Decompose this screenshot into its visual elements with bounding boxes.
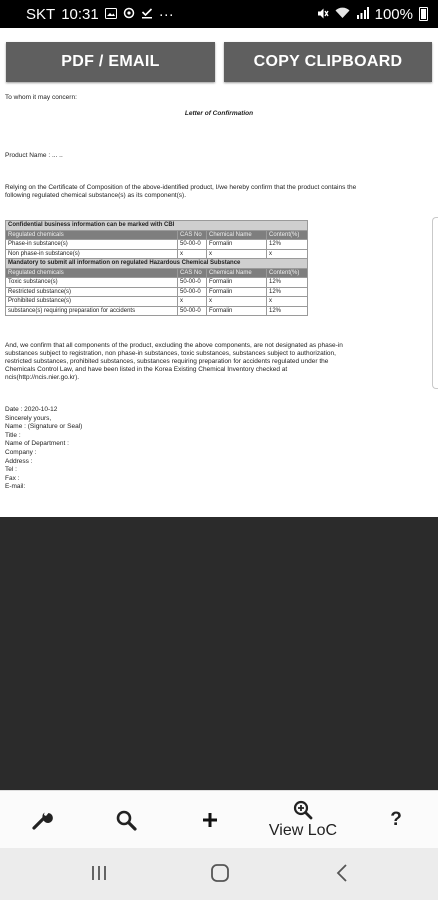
table-cell: 50-00-0 bbox=[178, 278, 207, 288]
signature-block bbox=[5, 406, 82, 492]
search-button[interactable] bbox=[106, 791, 146, 849]
header-cell: Chemical Name bbox=[207, 268, 267, 278]
confirm-line-4: Chemicals Control Law, and have been listed in the Korea Existing Chemical Inventory checked at bbox=[5, 366, 288, 373]
plus-icon bbox=[201, 811, 219, 829]
scroll-handle[interactable] bbox=[432, 217, 438, 389]
home-icon[interactable] bbox=[209, 862, 231, 889]
title-line: Title : bbox=[5, 431, 21, 439]
carrier-label: SKT bbox=[26, 5, 56, 23]
confirm-line-5: ncis(http://ncis.nier.go.kr). bbox=[5, 374, 80, 381]
fax-line: Fax : bbox=[5, 474, 20, 482]
search-icon bbox=[115, 809, 137, 831]
department-line: Name of Department : bbox=[5, 440, 69, 448]
battery-icon bbox=[419, 7, 428, 21]
copy-clipboard-button[interactable]: COPY CLIPBOARD bbox=[224, 42, 432, 82]
table-cell: Toxic substance(s) bbox=[6, 278, 178, 288]
empty-viewer-area bbox=[0, 517, 438, 790]
view-loc-button[interactable] bbox=[262, 791, 344, 849]
help-icon: ? bbox=[390, 809, 402, 830]
back-icon[interactable] bbox=[332, 862, 354, 889]
table-cell: substance(s) requiring preparation for accidents bbox=[6, 306, 178, 316]
intro-line-2: following regulated chemical substance(s) as its component(s). bbox=[5, 192, 187, 199]
table-cell: 12% bbox=[267, 287, 308, 297]
navigation-bar bbox=[0, 848, 438, 900]
table-row bbox=[6, 240, 308, 250]
help-button[interactable] bbox=[376, 791, 416, 849]
table-cell: x bbox=[207, 297, 267, 307]
table-cell: Formalin bbox=[207, 306, 267, 316]
table-row bbox=[6, 278, 308, 288]
table-cell: Prohibited substance(s) bbox=[6, 297, 178, 307]
confirm-line-1: And, we confirm that all components of the product, excluding the above components, are not designated as phase-in bbox=[5, 342, 343, 349]
mute-icon bbox=[316, 7, 329, 22]
battery-percent: 100% bbox=[374, 5, 413, 23]
table-cell: x bbox=[178, 297, 207, 307]
address-line: Address : bbox=[5, 457, 33, 465]
company-line: Company : bbox=[5, 448, 37, 456]
cbi-section-heading: Confidential business information can be marked with CBI bbox=[6, 221, 308, 231]
table-cell: 50-00-0 bbox=[178, 287, 207, 297]
table-cell: 12% bbox=[267, 240, 308, 250]
recents-icon[interactable] bbox=[88, 862, 110, 889]
name-line: Name : (Signature or Seal) bbox=[5, 423, 83, 431]
more-notifications-icon: ··· bbox=[158, 5, 174, 23]
table-row bbox=[6, 306, 308, 316]
chemicals-table bbox=[5, 220, 308, 316]
confirm-line-3: restricted substances, prohibited substances, substances requiring preparation for accidents regulated under the bbox=[5, 358, 329, 365]
header-cell: Regulated chemicals bbox=[6, 230, 178, 240]
table-cell: x bbox=[267, 297, 308, 307]
date-line: Date : 2020-10-12 bbox=[5, 406, 58, 413]
settings-button[interactable] bbox=[22, 791, 62, 849]
confirm-line-2: substances subject to registration, non phase-in substances, toxic substances, substances subject to authorization, bbox=[5, 350, 336, 357]
download-done-icon bbox=[141, 7, 153, 21]
table-row bbox=[6, 297, 308, 307]
table-cell: 50-00-0 bbox=[178, 306, 207, 316]
table-cell: Non phase-in substance(s) bbox=[6, 249, 178, 259]
email-line: E-mail: bbox=[5, 483, 26, 491]
mandatory-section-heading: Mandatory to submit all information on regulated Hazardous Chemical Substance bbox=[6, 259, 308, 269]
header-cell: Content(%) bbox=[267, 268, 308, 278]
gallery-notification-icon bbox=[105, 8, 117, 21]
table-cell: Formalin bbox=[207, 287, 267, 297]
table-cell: Formalin bbox=[207, 240, 267, 250]
product-name: Product Name : ... .. bbox=[5, 152, 63, 159]
tel-line: Tel : bbox=[5, 466, 17, 474]
header-cell: Chemical Name bbox=[207, 230, 267, 240]
wrench-icon bbox=[30, 808, 54, 832]
header-cell: Content(%) bbox=[267, 230, 308, 240]
zoom-in-icon bbox=[293, 800, 313, 820]
settings-notification-icon bbox=[123, 7, 135, 21]
header-cell: Regulated chemicals bbox=[6, 268, 178, 278]
sincerely-line: Sincerely yours, bbox=[5, 414, 52, 422]
view-loc-label: View LoC bbox=[268, 822, 338, 839]
table-row bbox=[6, 249, 308, 259]
signal-icon bbox=[356, 7, 369, 21]
add-button[interactable] bbox=[190, 791, 230, 849]
table-row bbox=[6, 287, 308, 297]
table-cell: 12% bbox=[267, 306, 308, 316]
header-cell: CAS No bbox=[178, 230, 207, 240]
pdf-email-button[interactable]: PDF / EMAIL bbox=[6, 42, 215, 82]
salutation: To whom it may concern: bbox=[5, 94, 77, 101]
table-cell: x bbox=[178, 249, 207, 259]
intro-line-1: Relying on the Certificate of Composition of the above-identified product, I/we hereby confirm that the product contains the bbox=[5, 184, 357, 191]
bottom-toolbar bbox=[0, 790, 438, 849]
table-header-row bbox=[6, 230, 308, 240]
wifi-icon bbox=[335, 7, 350, 21]
letter-document[interactable] bbox=[0, 92, 438, 517]
letter-title: Letter of Confirmation bbox=[184, 110, 254, 117]
table-cell: 12% bbox=[267, 278, 308, 288]
status-bar bbox=[0, 0, 438, 28]
table-cell: Formalin bbox=[207, 278, 267, 288]
clock: 10:31 bbox=[61, 5, 99, 23]
table-header-row bbox=[6, 268, 308, 278]
header-cell: CAS No bbox=[178, 268, 207, 278]
table-cell: x bbox=[267, 249, 308, 259]
table-cell: 50-00-0 bbox=[178, 240, 207, 250]
table-cell: Phase-in substance(s) bbox=[6, 240, 178, 250]
table-cell: Restricted substance(s) bbox=[6, 287, 178, 297]
table-cell: x bbox=[207, 249, 267, 259]
